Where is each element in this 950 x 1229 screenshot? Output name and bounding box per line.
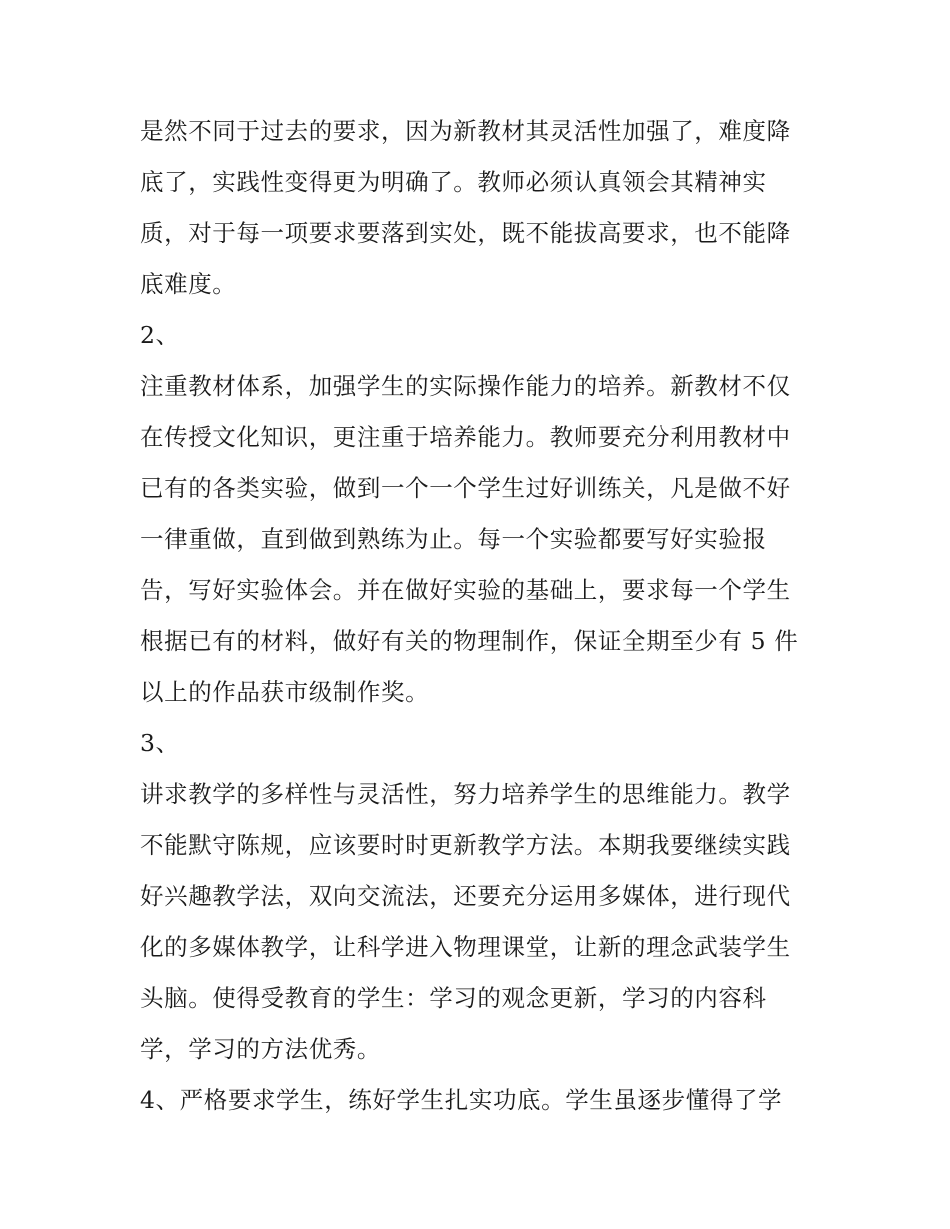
text-line: 讲求教学的多样性与灵活性，努力培养学生的思维能力。教学 <box>140 780 791 808</box>
section-number-3: 3、 <box>140 729 180 757</box>
text-line: 化的多媒体教学，让科学进入物理课堂，让新的理念武装学生 <box>140 933 791 961</box>
text-line: 是然不同于过去的要求，因为新教材其灵活性加强了，难度降 <box>140 117 791 145</box>
text-line: 不能默守陈规，应该要时时更新教学方法。本期我要继续实践 <box>140 831 791 859</box>
text-line: 以上的作品获市级制作奖。 <box>140 678 430 706</box>
text-line: 学，学习的方法优秀。 <box>140 1035 381 1063</box>
text-line: 质，对于每一项要求要落到实处，既不能拔高要求，也不能降 <box>140 219 791 247</box>
section-4-line: 4、严格要求学生，练好学生扎实功底。学生虽逐步懂得了学 <box>140 1086 783 1114</box>
text-line: 底难度。 <box>140 270 237 298</box>
section-number-2: 2、 <box>140 321 180 349</box>
text-line: 告，写好实验体会。并在做好实验的基础上，要求每一个学生 <box>140 576 791 604</box>
text-line: 一律重做，直到做到熟练为止。每一个实验都要写好实验报 <box>140 525 767 553</box>
document-body <box>140 106 820 1126</box>
text-line: 在传授文化知识，更注重于培养能力。教师要充分利用教材中 <box>140 423 791 451</box>
text-line: 头脑。使得受教育的学生：学习的观念更新，学习的内容科 <box>140 984 767 1012</box>
text-line: 根据已有的材料，做好有关的物理制作，保证全期至少有 5 件 <box>140 627 799 655</box>
text-line: 好兴趣教学法，双向交流法，还要充分运用多媒体，进行现代 <box>140 882 791 910</box>
text-line: 已有的各类实验，做到一个一个学生过好训练关，凡是做不好 <box>140 474 791 502</box>
text-line: 注重教材体系，加强学生的实际操作能力的培养。新教材不仅 <box>140 372 791 400</box>
text-line: 底了，实践性变得更为明确了。教师必须认真领会其精神实 <box>140 168 767 196</box>
